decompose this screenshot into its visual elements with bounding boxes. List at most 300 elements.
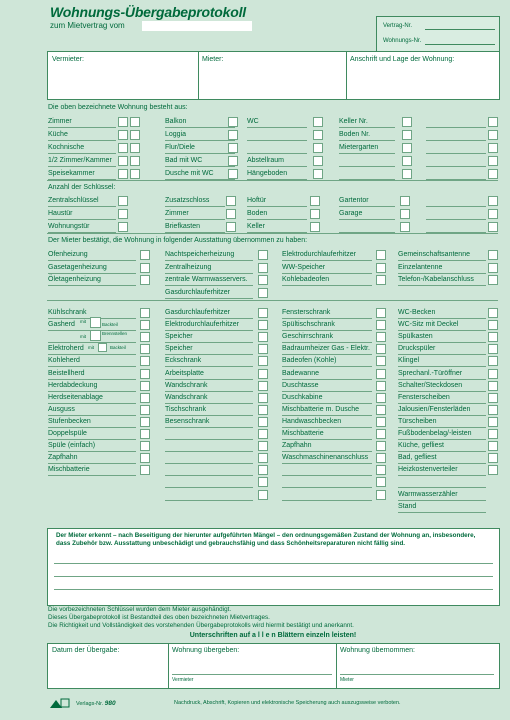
fixture-line[interactable]	[282, 330, 372, 331]
fixture-label: Tischschrank	[165, 405, 206, 413]
fixture-checkbox[interactable]	[376, 369, 386, 379]
fixture-checkbox[interactable]	[258, 477, 268, 487]
fixture-checkbox[interactable]	[258, 369, 268, 379]
fixture-line[interactable]	[398, 391, 486, 392]
fixture-line[interactable]	[165, 342, 253, 343]
fixture-label: Waschmaschinenanschluss	[282, 454, 369, 462]
brennstellen-checkbox[interactable]	[90, 330, 101, 341]
item-checkbox[interactable]	[258, 275, 268, 285]
item-checkbox[interactable]	[400, 209, 410, 219]
item-line[interactable]	[426, 206, 486, 207]
item-checkbox[interactable]	[488, 196, 498, 206]
fixture-line[interactable]	[165, 439, 253, 440]
fixture-label: Speicher	[165, 345, 193, 353]
item-checkbox[interactable]	[228, 117, 238, 127]
fixture-label: Ausguss	[48, 405, 75, 413]
item-checkbox[interactable]	[376, 263, 386, 273]
item-checkbox[interactable]	[376, 250, 386, 260]
item-checkbox[interactable]	[228, 156, 238, 166]
item-label: WW-Speicher	[282, 263, 326, 271]
fixture-checkbox[interactable]	[488, 393, 498, 403]
fixture-checkbox[interactable]	[140, 320, 150, 330]
fixture-checkbox[interactable]	[140, 369, 150, 379]
item-line[interactable]	[282, 285, 372, 286]
item-checkbox[interactable]	[118, 169, 128, 179]
item-checkbox[interactable]	[118, 156, 128, 166]
fixture-line[interactable]	[282, 391, 372, 392]
item-line[interactable]	[165, 127, 235, 128]
contract-number-box	[376, 16, 500, 52]
fixture-line[interactable]	[282, 415, 372, 416]
item-checkbox[interactable]	[258, 288, 268, 298]
fixture-checkbox[interactable]	[258, 393, 268, 403]
mietvertrag-date-field[interactable]	[142, 21, 252, 31]
fixture-line[interactable]	[398, 512, 486, 513]
item-checkbox[interactable]	[488, 169, 498, 179]
backteil-checkbox[interactable]	[98, 343, 107, 352]
small-option-label: Backteil	[110, 345, 126, 350]
fixture-label: Spülkasten	[398, 333, 433, 341]
fixture-line[interactable]	[282, 427, 372, 428]
fixture-checkbox[interactable]	[140, 332, 150, 342]
item-label: Loggia	[165, 131, 187, 138]
item-checkbox[interactable]	[130, 117, 140, 127]
item-checkbox[interactable]	[226, 209, 236, 219]
deficiency-line[interactable]	[54, 576, 493, 577]
fixture-checkbox[interactable]	[376, 405, 386, 415]
form-title: Wohnungs-Übergabeprotokoll	[50, 4, 246, 20]
item-checkbox[interactable]	[130, 156, 140, 166]
item-line[interactable]	[247, 206, 307, 207]
fixture-line[interactable]	[398, 379, 486, 380]
item-line[interactable]	[426, 219, 486, 220]
item-checkbox[interactable]	[130, 130, 140, 140]
item-line[interactable]	[339, 127, 395, 128]
item-checkbox[interactable]	[258, 263, 268, 273]
fixture-label: Mischbatterie	[48, 466, 90, 474]
fixture-label: Handwaschbecken	[282, 417, 342, 425]
item-checkbox[interactable]	[488, 156, 498, 166]
fixture-checkbox[interactable]	[140, 308, 150, 318]
fixture-line[interactable]	[48, 342, 136, 343]
item-label: Zimmer	[165, 210, 189, 217]
copyright-text: Nachdruck, Abschrift, Kopieren und elektronische Speicherung auch auszugsweise verboten.	[174, 700, 401, 706]
fixture-checkbox[interactable]	[140, 441, 150, 451]
item-label: Nachtspeicherheizung	[165, 251, 235, 258]
item-checkbox[interactable]	[258, 250, 268, 260]
item-checkbox[interactable]	[488, 263, 498, 273]
fixture-line[interactable]	[398, 500, 486, 501]
fixture-line[interactable]	[282, 318, 372, 319]
item-checkbox[interactable]	[402, 156, 412, 166]
item-line[interactable]	[398, 260, 486, 261]
vermieter-label: Vermieter:	[52, 56, 84, 63]
fixture-line[interactable]	[165, 330, 253, 331]
item-checkbox[interactable]	[313, 169, 323, 179]
item-line[interactable]	[165, 285, 253, 286]
vermieter-small-label: Vermieter	[172, 677, 194, 683]
item-line[interactable]	[48, 219, 116, 220]
fixture-line[interactable]	[165, 354, 253, 355]
fixture-label: Geschirrschrank	[282, 333, 333, 341]
fixture-checkbox[interactable]	[488, 356, 498, 366]
fixture-checkbox[interactable]	[258, 320, 268, 330]
item-checkbox[interactable]	[488, 143, 498, 153]
item-checkbox[interactable]	[488, 250, 498, 260]
item-line[interactable]	[247, 166, 307, 167]
mieter-label: Mieter:	[202, 56, 224, 63]
verlags-nr: Verlags-Nr. 980	[76, 700, 116, 707]
fixture-label: Wandschrank	[165, 393, 208, 401]
fixture-checkbox[interactable]	[140, 381, 150, 391]
publisher-logo-icon	[50, 698, 70, 708]
fixture-line[interactable]	[48, 354, 136, 355]
fixture-line[interactable]	[165, 475, 253, 476]
fixture-label: Fensterschrank	[282, 309, 331, 316]
item-line[interactable]	[165, 140, 235, 141]
fixture-checkbox[interactable]	[488, 441, 498, 451]
fixture-label: Gasdurchlauferhitzer	[165, 309, 230, 316]
fixture-line[interactable]	[282, 500, 372, 501]
item-line[interactable]	[282, 260, 372, 261]
fixture-line[interactable]	[398, 439, 486, 440]
item-checkbox[interactable]	[118, 222, 128, 232]
small-option-label: mit	[80, 334, 86, 339]
fixture-checkbox[interactable]	[258, 429, 268, 439]
item-line[interactable]	[426, 166, 486, 167]
backteil-checkbox[interactable]	[90, 317, 101, 328]
item-checkbox[interactable]	[118, 209, 128, 219]
item-checkbox[interactable]	[226, 196, 236, 206]
fixture-checkbox[interactable]	[376, 429, 386, 439]
item-checkbox[interactable]	[140, 275, 150, 285]
deficiency-line[interactable]	[54, 589, 493, 590]
footer-keys-text: Die vorbezeichneten Schlüssel wurden dem Mieter ausgehändigt.	[48, 606, 232, 613]
fixture-line[interactable]	[282, 487, 372, 488]
fixture-line[interactable]	[48, 439, 136, 440]
fixture-line[interactable]	[398, 415, 486, 416]
fixture-checkbox[interactable]	[376, 417, 386, 427]
fixture-checkbox[interactable]	[258, 453, 268, 463]
item-checkbox[interactable]	[130, 169, 140, 179]
fixture-label: Beistellherd	[48, 369, 85, 377]
item-checkbox[interactable]	[310, 222, 320, 232]
item-checkbox[interactable]	[140, 250, 150, 260]
fixture-label: Badraumheizer Gas - Elektr.	[282, 345, 370, 353]
fixture-checkbox[interactable]	[140, 405, 150, 415]
item-checkbox[interactable]	[488, 130, 498, 140]
item-line[interactable]	[48, 166, 116, 167]
deficiency-line[interactable]	[54, 563, 493, 564]
item-line[interactable]	[282, 273, 372, 274]
fixture-line[interactable]	[165, 366, 253, 367]
fixture-line[interactable]	[165, 403, 253, 404]
item-line[interactable]	[339, 153, 395, 154]
fixture-checkbox[interactable]	[140, 344, 150, 354]
fixture-line[interactable]	[48, 427, 136, 428]
fixture-checkbox[interactable]	[258, 308, 268, 318]
rooms-heading: Die oben bezeichnete Wohnung besteht aus:	[48, 104, 188, 111]
fixture-label: Duschtasse	[282, 381, 319, 389]
item-line[interactable]	[247, 140, 307, 141]
fixture-checkbox[interactable]	[488, 465, 498, 475]
item-line[interactable]	[398, 273, 486, 274]
fixture-checkbox[interactable]	[376, 441, 386, 451]
fixture-label: Arbeitsplatte	[165, 369, 204, 377]
item-checkbox[interactable]	[228, 169, 238, 179]
fixture-line[interactable]	[48, 379, 136, 380]
fixture-line[interactable]	[282, 379, 372, 380]
fixture-line[interactable]	[398, 403, 486, 404]
fixture-line[interactable]	[398, 487, 486, 488]
fixture-checkbox[interactable]	[488, 453, 498, 463]
fixture-line[interactable]	[165, 379, 253, 380]
small-option-label: mit	[88, 345, 94, 350]
item-checkbox[interactable]	[402, 130, 412, 140]
item-checkbox[interactable]	[400, 196, 410, 206]
fixture-checkbox[interactable]	[376, 308, 386, 318]
item-label: 1/2 Zimmer/Kammer	[48, 157, 112, 164]
item-checkbox[interactable]	[118, 196, 128, 206]
fixture-line[interactable]	[282, 366, 372, 367]
fixture-checkbox[interactable]	[258, 417, 268, 427]
fixture-line[interactable]	[165, 487, 253, 488]
fixture-label: WC-Becken	[398, 309, 436, 316]
item-checkbox[interactable]	[402, 143, 412, 153]
deficiencies-box	[47, 528, 500, 606]
fixture-checkbox[interactable]	[140, 453, 150, 463]
item-line[interactable]	[247, 153, 307, 154]
fixture-line[interactable]	[165, 415, 253, 416]
fixture-line[interactable]	[165, 463, 253, 464]
item-line[interactable]	[48, 260, 136, 261]
item-checkbox[interactable]	[400, 222, 410, 232]
fixture-label: WC-Sitz mit Deckel	[398, 321, 459, 329]
fixture-checkbox[interactable]	[140, 356, 150, 366]
item-checkbox[interactable]	[130, 143, 140, 153]
vermieter-signature-field[interactable]	[172, 674, 332, 675]
fixture-line[interactable]	[48, 391, 136, 392]
fixture-checkbox[interactable]	[488, 332, 498, 342]
item-checkbox[interactable]	[118, 143, 128, 153]
fixture-line[interactable]	[48, 463, 136, 464]
item-line[interactable]	[48, 153, 116, 154]
item-label: Kochnische	[48, 144, 85, 151]
fixture-label: Türscheiben	[398, 417, 437, 425]
item-line[interactable]	[48, 273, 136, 274]
fixture-checkbox[interactable]	[258, 490, 268, 500]
fixture-label: Speicher	[165, 333, 193, 341]
fixture-label: Badeofen (Kohle)	[282, 357, 337, 365]
item-label: Gasdurchlauferhitzer	[165, 288, 230, 296]
fixture-line[interactable]	[398, 330, 486, 331]
item-label: Zusatzschloss	[165, 197, 210, 204]
item-line[interactable]	[48, 285, 136, 286]
fixture-line[interactable]	[48, 403, 136, 404]
fixture-line[interactable]	[398, 342, 486, 343]
item-line[interactable]	[165, 298, 253, 299]
item-label: Küche	[48, 131, 68, 138]
mieter-signature-field[interactable]	[340, 674, 494, 675]
fixture-label: Zapfhahn	[48, 454, 78, 462]
fixture-line[interactable]	[282, 403, 372, 404]
fixture-line[interactable]	[398, 366, 486, 367]
fixture-checkbox[interactable]	[376, 453, 386, 463]
item-checkbox[interactable]	[376, 275, 386, 285]
fixture-line[interactable]	[48, 366, 136, 367]
fixture-checkbox[interactable]	[376, 344, 386, 354]
item-line[interactable]	[165, 166, 235, 167]
item-line[interactable]	[426, 140, 486, 141]
fixture-checkbox[interactable]	[140, 429, 150, 439]
fixture-checkbox[interactable]	[376, 356, 386, 366]
item-checkbox[interactable]	[313, 143, 323, 153]
item-label: Wohnungstür	[48, 223, 90, 230]
fixture-line[interactable]	[282, 463, 372, 464]
fixture-checkbox[interactable]	[488, 417, 498, 427]
item-line[interactable]	[165, 219, 225, 220]
fixture-line[interactable]	[165, 500, 253, 501]
fixture-checkbox[interactable]	[376, 320, 386, 330]
fixture-line[interactable]	[398, 451, 486, 452]
fixture-line[interactable]	[165, 451, 253, 452]
fixture-label: Küche, gefliest	[398, 442, 444, 450]
item-line[interactable]	[165, 260, 253, 261]
small-option-label: Brennstellen	[102, 331, 128, 336]
fixture-checkbox[interactable]	[488, 369, 498, 379]
item-checkbox[interactable]	[488, 209, 498, 219]
fixture-checkbox[interactable]	[376, 332, 386, 342]
fixture-checkbox[interactable]	[488, 308, 498, 318]
item-checkbox[interactable]	[226, 222, 236, 232]
item-line[interactable]	[339, 166, 395, 167]
item-line[interactable]	[426, 153, 486, 154]
item-label: Telefon-/Kabelanschluss	[398, 276, 474, 283]
fixture-checkbox[interactable]	[258, 332, 268, 342]
item-checkbox[interactable]	[140, 263, 150, 273]
fixture-checkbox[interactable]	[376, 477, 386, 487]
fixture-line[interactable]	[282, 439, 372, 440]
item-line[interactable]	[247, 219, 307, 220]
item-checkbox[interactable]	[310, 196, 320, 206]
vertrag-nr-field[interactable]	[425, 29, 495, 30]
fixture-checkbox[interactable]	[140, 393, 150, 403]
item-label: Mietergarten	[339, 144, 379, 151]
fixture-label: Sprechanl.-Türöffner	[398, 369, 463, 377]
item-checkbox[interactable]	[488, 275, 498, 285]
fixture-label: Kohleherd	[48, 357, 80, 365]
item-line[interactable]	[398, 285, 486, 286]
wohnungs-nr-field[interactable]	[425, 44, 495, 45]
fixture-line[interactable]	[165, 391, 253, 392]
fixture-label: Fußbodenbelag/-leisten	[398, 430, 472, 437]
fixture-line[interactable]	[282, 475, 372, 476]
item-checkbox[interactable]	[402, 169, 412, 179]
fixture-checkbox[interactable]	[258, 441, 268, 451]
item-label: Bad mit WC	[165, 157, 203, 164]
item-checkbox[interactable]	[488, 222, 498, 232]
fixture-checkbox[interactable]	[258, 356, 268, 366]
fixture-line[interactable]	[48, 415, 136, 416]
fixture-label: Besenschrank	[165, 417, 210, 425]
item-line[interactable]	[339, 219, 395, 220]
item-label: Einzelantenne	[398, 263, 443, 271]
fixture-line[interactable]	[165, 318, 253, 319]
fixture-checkbox[interactable]	[488, 320, 498, 330]
fixture-checkbox[interactable]	[488, 344, 498, 354]
fixture-line[interactable]	[398, 318, 486, 319]
item-line[interactable]	[48, 206, 116, 207]
item-checkbox[interactable]	[118, 117, 128, 127]
item-label: Balkon	[165, 118, 187, 125]
item-checkbox[interactable]	[313, 130, 323, 140]
item-checkbox[interactable]	[310, 209, 320, 219]
item-line[interactable]	[247, 127, 307, 128]
fixture-line[interactable]	[48, 475, 136, 476]
fixture-checkbox[interactable]	[376, 490, 386, 500]
item-label: Zentralheizung	[165, 263, 212, 271]
item-line[interactable]	[165, 153, 235, 154]
fixture-checkbox[interactable]	[376, 393, 386, 403]
fixture-checkbox[interactable]	[488, 405, 498, 415]
fixture-checkbox[interactable]	[376, 465, 386, 475]
fixture-checkbox[interactable]	[488, 429, 498, 439]
fixture-line[interactable]	[398, 427, 486, 428]
fixture-checkbox[interactable]	[140, 417, 150, 427]
mieter-small-label: Mieter	[340, 677, 354, 683]
item-checkbox[interactable]	[118, 130, 128, 140]
item-line[interactable]	[339, 140, 395, 141]
fixture-checkbox[interactable]	[488, 381, 498, 391]
item-line[interactable]	[426, 127, 486, 128]
item-checkbox[interactable]	[228, 130, 238, 140]
fixture-checkbox[interactable]	[376, 381, 386, 391]
item-label: Öletagenheizung	[48, 276, 101, 283]
item-checkbox[interactable]	[402, 117, 412, 127]
item-line[interactable]	[165, 206, 225, 207]
item-line[interactable]	[339, 206, 395, 207]
fixture-line[interactable]	[398, 475, 486, 476]
fixture-line[interactable]	[398, 354, 486, 355]
item-checkbox[interactable]	[313, 117, 323, 127]
fixture-line[interactable]	[48, 451, 136, 452]
item-checkbox[interactable]	[488, 117, 498, 127]
signature-box	[47, 643, 500, 689]
uebernommen-label: Wohnung übernommen:	[340, 647, 415, 654]
fixture-checkbox[interactable]	[140, 465, 150, 475]
fixture-checkbox[interactable]	[258, 405, 268, 415]
fixture-label: Duschkabine	[282, 393, 323, 401]
item-label: Zimmer	[48, 118, 72, 125]
keys-heading: Anzahl der Schlüssel:	[48, 184, 116, 191]
fixture-line[interactable]	[165, 427, 253, 428]
fixture-label: Mischbatterie	[282, 430, 324, 437]
fixture-line[interactable]	[282, 342, 372, 343]
item-line[interactable]	[165, 273, 253, 274]
item-checkbox[interactable]	[228, 143, 238, 153]
item-line[interactable]	[48, 127, 116, 128]
fixture-checkbox[interactable]	[258, 465, 268, 475]
item-line[interactable]	[48, 140, 116, 141]
fixture-checkbox[interactable]	[258, 381, 268, 391]
fixture-checkbox[interactable]	[258, 344, 268, 354]
fixture-line[interactable]	[282, 451, 372, 452]
fixture-line[interactable]	[282, 354, 372, 355]
item-checkbox[interactable]	[313, 156, 323, 166]
item-label: Briefkasten	[165, 223, 201, 230]
item-label: Abstellraum	[247, 157, 284, 164]
fixture-line[interactable]	[398, 463, 486, 464]
